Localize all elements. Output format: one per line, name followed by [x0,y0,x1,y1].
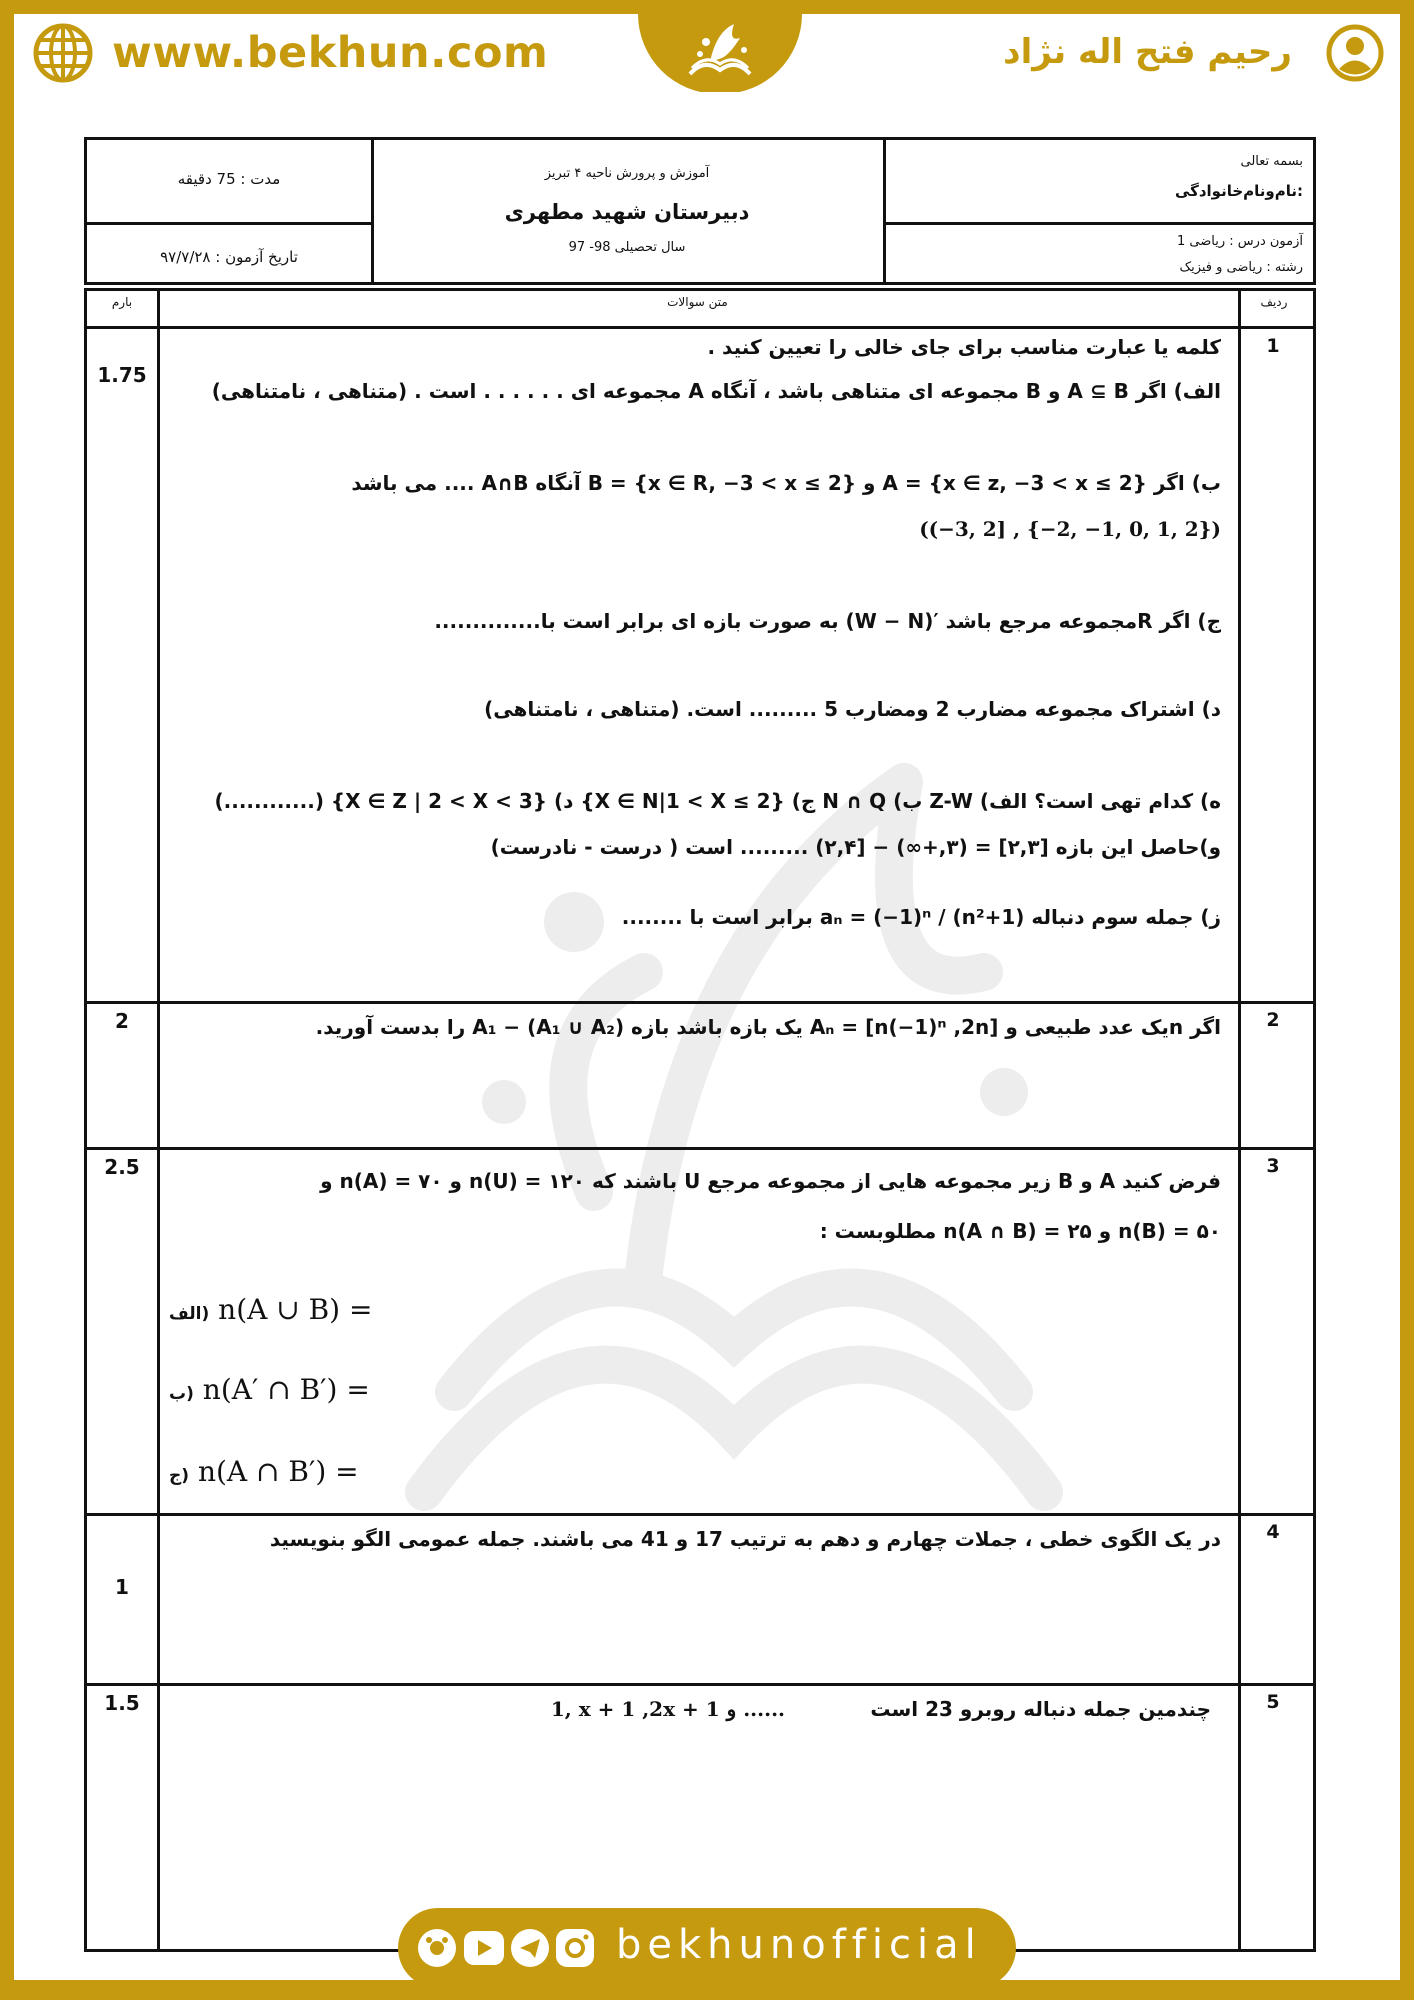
question-line: کلمه یا عبارت مناسب برای جای خالی را تعیین کنید . [707,335,1221,359]
question-line: ب) اگر {x ∈ z, −3 < x ≤ 2} = A و {x ∈ R, −3 < x ≤ 2} = B آنگاه A∩B .... می باشد [351,471,1221,495]
question-score: 1.75 [97,363,147,387]
brand-logo-icon [670,18,770,90]
question-line: ز) جمله سوم دنباله aₙ = (−1)ⁿ / (n²+1) برابر است با ........ [621,905,1221,929]
social-handle[interactable]: bekhunofficial [616,1922,982,1968]
row-number: 2 [1266,1009,1280,1031]
col-head-score: بارم [111,295,133,309]
question-score: 1.5 [104,1691,140,1715]
school-year: سال تحصیلی 98- 97 [568,240,686,255]
brand-tab [638,14,802,94]
question-line: ه) کدام تهی است؟ الف) Z-W ب) N ∩ Q ج) {X ∈ N|1 < X ≤ 2} د) {X ∈ Z | 2 < X < 3} (............) [214,789,1221,813]
school-name: دبیرستان شهید مطهری [504,200,750,224]
question-line: 1, x + 1 ,2x + 1 و ...... [550,1697,785,1721]
question-line: الف) اگر A ⊆ B و B مجموعه ای متناهی باشد ، آنگاه A مجموعه ای . . . . . . است . (متناهی ، نامتناهی) [211,379,1221,403]
exam-duration: مدت : 75 دقیقه [177,170,281,188]
row-number: 1 [1266,335,1280,357]
subpart-c: ج) n(A ∩ B′) = [169,1455,359,1488]
question-score: 2.5 [104,1155,140,1179]
exam-paper [14,92,1400,1980]
col-head-row: ردیف [1260,295,1288,309]
question-line: n(B) = ۵۰ و n(A ∩ B) = ۲۵ مطلوبست : [819,1219,1221,1243]
subpart-b: ب) n(A′ ∩ B′) = [169,1373,370,1406]
exam-date: تاریخ آزمون : ۹۷/۷/۲۸ [160,248,298,266]
col-head-text: متن سوالات [667,295,728,309]
question-line: ج) اگر Rمجموعه مرجع باشد ′(W − N) به صورت بازه ای برابر است با.............. [434,609,1221,633]
site-url[interactable]: www.bekhun.com [112,28,549,78]
exam-subject: آزمون درس : ریاضی 1 [1177,234,1303,249]
camera-icon[interactable] [418,1929,456,1967]
question-line: ((−3, 2] , {−2, −1, 0, 1, 2}) [919,517,1221,541]
questions-table [84,288,1316,1952]
user-avatar-icon [1326,24,1384,82]
top-banner [14,14,1400,92]
question-line: چندمین جمله دنباله روبرو 23 است [870,1697,1211,1721]
student-name-label: نام‌ونام‌خانوادگی: [1174,182,1303,200]
education-district: آموزش و پرورش ناحیه ۴ تبریز [544,166,710,181]
youtube-icon[interactable] [464,1931,504,1965]
row-number: 3 [1266,1155,1280,1177]
question-line: د) اشتراک مجموعه مضارب 2 ومضارب 5 ......... است. (متناهی ، نامتناهی) [484,697,1221,721]
question-line: و)حاصل این بازه [۲,۳] = (۳,+∞) − [۲,۴) ......... است ( درست - نادرست) [490,835,1221,859]
question-score: 2 [115,1009,129,1033]
question-line: اگر nیک عدد طبیعی و Aₙ = [n(−1)ⁿ ,2n] یک بازه باشد بازه (A₁ ∪ A₂) − A₁ را بدست آورید. [315,1015,1221,1039]
telegram-icon[interactable] [511,1929,549,1967]
author-name: رحیم فتح اله نژاد [1003,32,1292,72]
row-number: 5 [1266,1691,1280,1713]
question-line: در یک الگوی خطی ، جملات چهارم و دهم به ترتیب 17 و 41 می باشند. جمله عمومی الگو بنویسید [269,1527,1221,1551]
header-bismillah: بسمه تعالی [1240,154,1303,169]
question-line: فرض کنید A و B زیر مجموعه هایی از مجموعه مرجع U باشند که n(U) = ۱۲۰ و n(A) = ۷۰ و [320,1169,1221,1193]
footer-social-bar [398,1908,1016,1988]
globe-icon [32,22,94,84]
subpart-a: الف) n(A ∪ B) = [169,1293,373,1326]
row-number: 4 [1266,1521,1280,1543]
exam-field: رشته : ریاضی و فیزیک [1179,260,1303,275]
instagram-icon[interactable] [556,1929,594,1967]
exam-header [84,137,1316,285]
social-icons [416,1927,616,1969]
question-score: 1 [115,1575,129,1599]
